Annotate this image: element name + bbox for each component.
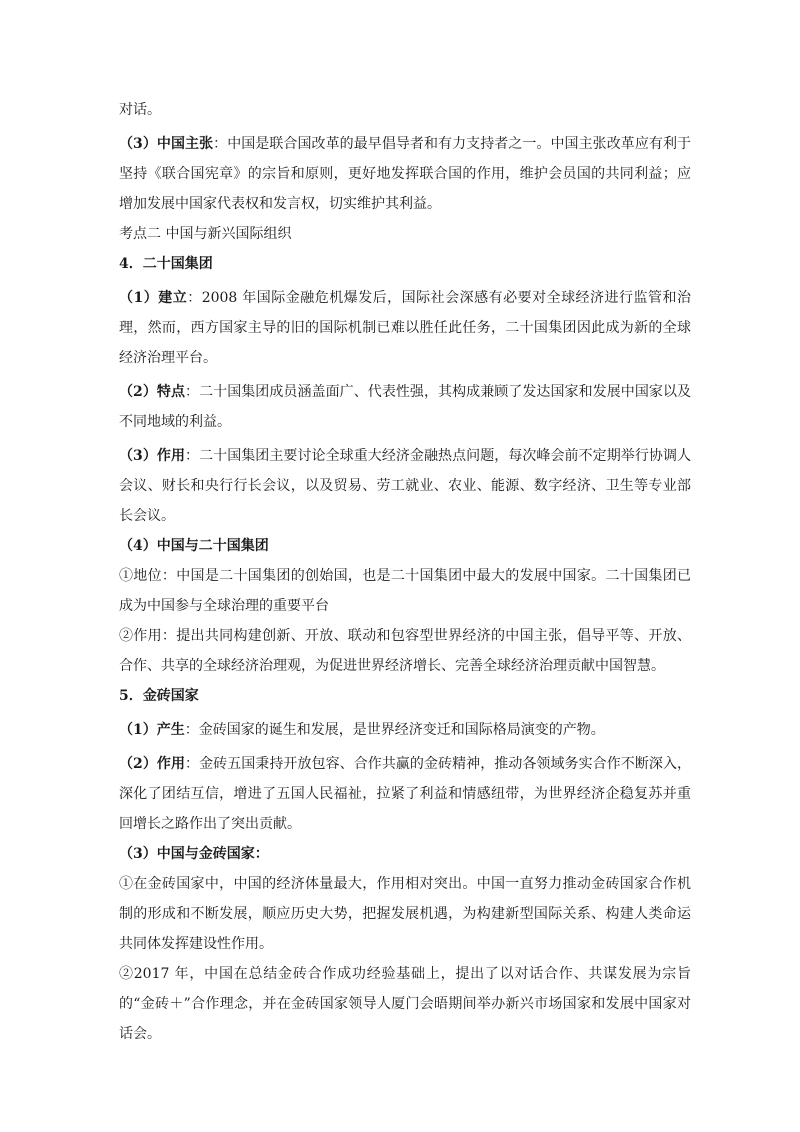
paragraph-china-position: （3）中国主张：中国是联合国改革的最早倡导者和有力支持者之一。中国主张改革应有利于坚持《联合国宪章》的宗旨和原则，更好地发挥联合国的作用，维护会员国的共同利益；应增加发展中国家代表权和发言权，切实维护其利益。 bbox=[119, 136, 691, 212]
section-heading-g20: 4．二十国集团 bbox=[119, 256, 213, 272]
paragraph-china-g20-status: ①地位：中国是二十国集团的创始国，也是二十国集团中最大的发展中国家。二十国集团已成为中国参与全球治理的重要平台 bbox=[119, 568, 691, 614]
paragraph-china-g20-role: ②作用：提出共同构建创新、开放、联动和包容型世界经济的中国主张，倡导平等、开放、合作、共享的全球经济治理观，为促进世界经济增长、完善全球经济治理贡献中国智慧。 bbox=[119, 628, 691, 674]
paragraph-label: （2）作用 bbox=[119, 756, 186, 772]
paragraph-brics-origin: （1）产生：金砖国家的诞生和发展，是世界经济变迁和国际格局演变的产物。 bbox=[119, 722, 605, 738]
document-body bbox=[119, 95, 691, 1049]
section-heading-kaodian2: 考点二 中国与新兴国际组织 bbox=[119, 226, 292, 242]
paragraph-continuation: 对话。 bbox=[119, 102, 161, 118]
paragraph-label: （3）中国主张 bbox=[119, 136, 214, 152]
paragraph-label: （3）作用 bbox=[119, 448, 186, 464]
paragraph-label: （1）产生 bbox=[119, 722, 185, 738]
paragraph-label: （1）建立 bbox=[119, 290, 188, 306]
paragraph-label: （2）特点 bbox=[119, 384, 186, 400]
subheading-china-brics: （3）中国与金砖国家： bbox=[119, 846, 269, 862]
paragraph-g20-features: （2）特点：二十国集团成员涵盖面广、代表性强，其构成兼顾了发达国家和发展中国家以及不同地域的利益。 bbox=[119, 384, 691, 430]
paragraph-china-brics-2: ②2017 年，中国在总结金砖合作成功经验基础上，提出了以对话合作、共谋发展为宗旨的“金砖＋”合作理念，并在金砖国家领导人厦门会晤期间举办新兴市场国家和发展中国家对话会。 bbox=[119, 966, 691, 1042]
subheading-china-g20: （4）中国与二十国集团 bbox=[119, 538, 269, 554]
section-heading-brics: 5．金砖国家 bbox=[119, 688, 199, 704]
paragraph-g20-role: （3）作用：二十国集团主要讨论全球重大经济金融热点问题，每次峰会前不定期举行协调人会议、财长和央行行长会议，以及贸易、劳工就业、农业、能源、数字经济、卫生等专业部长会议。 bbox=[119, 448, 691, 524]
paragraph-g20-establish: （1）建立：2008 年国际金融危机爆发后，国际社会深感有必要对全球经济进行监管和治理，然而，西方国家主导的旧的国际机制已难以胜任此任务，二十国集团因此成为新的全球经济治理平台。 bbox=[119, 290, 691, 366]
paragraph-brics-role: （2）作用：金砖五国秉持开放包容、合作共赢的金砖精神，推动各领域务实合作不断深入，深化了团结互信，增进了五国人民福祉，拉紧了利益和情感纽带，为世界经济企稳复苏并重回增长之路作出了突出贡献。 bbox=[119, 756, 691, 832]
paragraph-china-brics-1: ①在金砖国家中，中国的经济体量最大，作用相对突出。中国一直努力推动金砖国家合作机制的形成和不断发展，顺应历史大势，把握发展机遇，为构建新型国际关系、构建人类命运共同体发挥建设性作用。 bbox=[119, 876, 691, 952]
